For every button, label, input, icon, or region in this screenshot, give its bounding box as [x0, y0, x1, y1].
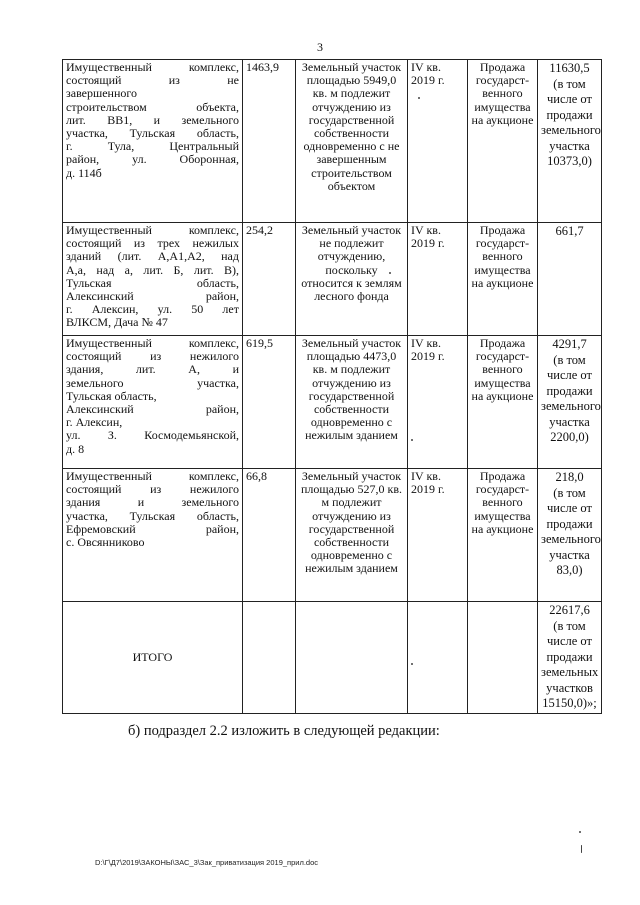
term-cell: IV кв. 2019 г. [408, 469, 468, 602]
area-cell: 1463,9 [243, 60, 296, 223]
amount-cell: 4291,7 (в том числе от продажи земельного участка 2200,0) [538, 336, 602, 469]
scan-speck [418, 97, 420, 99]
method-cell: Продажа государст-венного имущества на аукционе [468, 60, 538, 223]
table-row [63, 336, 602, 469]
scan-speck [579, 831, 581, 833]
object-name-cell: Имущественный комплекс, состоящий из нежилого здания и земельного участка, Тульская область, Ефремовский район, с. Овсянниково [63, 469, 243, 602]
total-label: ИТОГО [63, 602, 243, 714]
term-cell: IV кв. 2019 г. [408, 223, 468, 336]
area-cell: 619,5 [243, 336, 296, 469]
amount-cell: 218,0 (в том числе от продажи земельного участка 83,0) [538, 469, 602, 602]
term-cell: IV кв. 2019 г. [408, 60, 468, 223]
scan-speck [411, 663, 413, 665]
file-path-footer: D:\Г\Д7\2019\ЗАКОНЫ\ЗАС_3\Зак_приватизация 2019_прил.doc [95, 858, 319, 867]
method-cell: Продажа государст-венного имущества на аукционе [468, 469, 538, 602]
area-cell: 254,2 [243, 223, 296, 336]
empty-cell [296, 602, 408, 714]
scan-speck [581, 845, 582, 853]
term-cell: IV кв. 2019 г. [408, 336, 468, 469]
object-name-cell: Имущественный комплекс, состоящий из нежилого здания, лит. А, и земельного участка, Тульская область, Алексинский район, г. Алексин, ул. З. Космодемьянской, д. 8 [63, 336, 243, 469]
table-row [63, 469, 602, 602]
land-cell: Земельный участок не подлежит отчуждению, поскольку относится к землям лесного фонда [296, 223, 408, 336]
empty-cell [243, 602, 296, 714]
method-cell: Продажа государст-венного имущества на аукционе [468, 223, 538, 336]
total-row [63, 602, 602, 714]
amount-cell: 661,7 [538, 223, 602, 336]
table-row [63, 223, 602, 336]
object-name-cell: Имущественный комплекс, состоящий из трех нежилых зданий (лит. А,А1,А2, над А,а, над а, лит. Б, лит. В), Тульская область, Алексинский район, г. Алексин, ул. 50 лет ВЛКСМ, Дача № 47 [63, 223, 243, 336]
table-row [63, 60, 602, 223]
scan-speck [389, 272, 391, 274]
privatization-table [62, 59, 602, 714]
scan-speck [411, 439, 413, 441]
land-cell: Земельный участок площадью 5949,0 кв. м подлежит отчуждению из государственной собственности одновременно с не завершенным строительством объектом [296, 60, 408, 223]
amount-cell: 11630,5 (в том числе от продажи земельного участка 10373,0) [538, 60, 602, 223]
page-number: 3 [317, 40, 323, 54]
body-paragraph: б) подраздел 2.2 изложить в следующей редакции: [128, 723, 440, 739]
object-name-cell: Имущественный комплекс, состоящий из не завершенного строительством объекта, лит. ВВ1, и земельного участка, Тульская область, г. Тула, Центральный район, ул. Оборонная, д. 114б [63, 60, 243, 223]
land-cell: Земельный участок площадью 4473,0 кв. м подлежит отчуждению из государственной собственности одновременно с нежилым зданием [296, 336, 408, 469]
land-cell: Земельный участок площадью 527,0 кв. м подлежит отчуждению из государственной собственности одновременно с нежилым зданием [296, 469, 408, 602]
total-amount-cell: 22617,6 (в том числе от продажи земельных участков 15150,0)»; [538, 602, 602, 714]
method-cell: Продажа государст-венного имущества на аукционе [468, 336, 538, 469]
empty-cell [408, 602, 468, 714]
area-cell: 66,8 [243, 469, 296, 602]
empty-cell [468, 602, 538, 714]
